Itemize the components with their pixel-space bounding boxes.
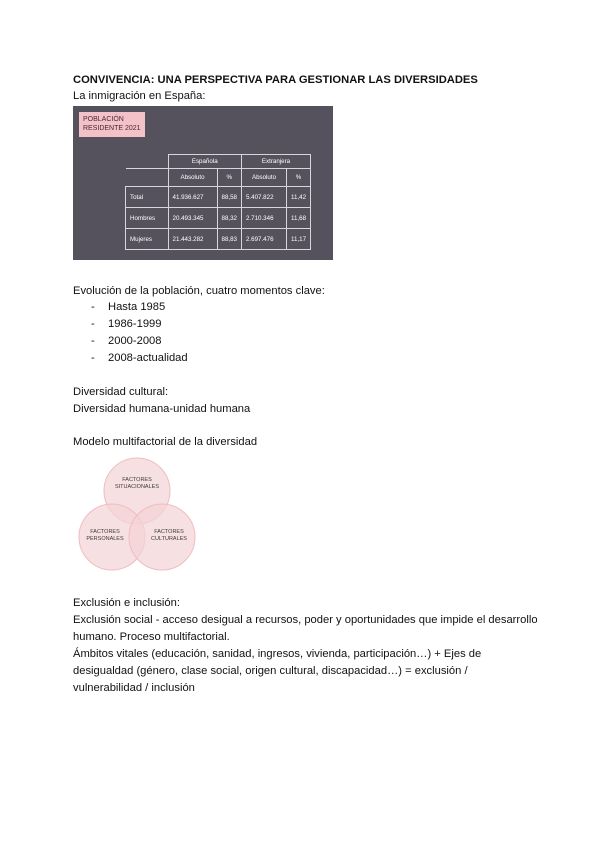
table-label-line1: POBLACIÓN <box>83 116 124 123</box>
venn-label-line: SITUACIONALES <box>114 484 159 490</box>
table-cell: 88,58 <box>217 187 241 208</box>
section-subtitle: La inmigración en España: <box>73 90 206 102</box>
venn-label-line: PERSONALES <box>86 536 124 542</box>
diversidad-text: Diversidad humana-unidad humana <box>73 403 251 415</box>
list-item-text: 2008-actualidad <box>108 352 188 364</box>
table-label <box>79 112 145 137</box>
table-cell: 5.407.822 <box>241 187 286 208</box>
table-row <box>126 229 311 250</box>
table-corner <box>126 155 169 169</box>
venn-label-line: FACTORES <box>122 477 152 483</box>
column-header: Absoluto <box>241 169 286 187</box>
table-corner <box>126 169 169 187</box>
exclusion-text: Exclusión social - acceso desigual a recursos, poder y oportunidades que impide el desarrollo <box>73 614 538 626</box>
evolucion-heading: Evolución de la población, cuatro momentos clave: <box>73 285 325 297</box>
venn-label-right <box>146 529 192 543</box>
list-dash: - <box>91 335 95 347</box>
table-row <box>126 187 311 208</box>
exclusion-heading: Exclusión e inclusión: <box>73 597 180 609</box>
venn-label-left <box>82 529 128 543</box>
venn-label-top <box>112 477 162 491</box>
list-dash: - <box>91 301 95 313</box>
table-cell: 2.710.346 <box>241 208 286 229</box>
table-cell: 88,32 <box>217 208 241 229</box>
table-cell: 11,42 <box>286 187 310 208</box>
list-dash: - <box>91 318 95 330</box>
table-cell: 11,68 <box>286 208 310 229</box>
modelo-heading: Modelo multifactorial de la diversidad <box>73 436 258 448</box>
table-label-line2: RESIDENTE 2021 <box>83 125 141 132</box>
table-cell: 41.936.627 <box>168 187 217 208</box>
column-header: Absoluto <box>168 169 217 187</box>
row-header: Hombres <box>126 208 169 229</box>
list-dash: - <box>91 352 95 364</box>
table-row <box>126 208 311 229</box>
list-item-text: Hasta 1985 <box>108 301 166 313</box>
row-header: Mujeres <box>126 229 169 250</box>
exclusion-text: vulnerabilidad / inclusión <box>73 682 195 694</box>
column-header: % <box>217 169 241 187</box>
exclusion-text: Ámbitos vitales (educación, sanidad, ingresos, vivienda, participación…) + Ejes de <box>73 648 482 660</box>
group-header: Extranjera <box>241 155 310 169</box>
venn-label-line: FACTORES <box>154 529 184 535</box>
table-cell: 21.443.282 <box>168 229 217 250</box>
table-cell: 20.493.345 <box>168 208 217 229</box>
venn-label-line: FACTORES <box>90 529 120 535</box>
table-cell: 2.697.476 <box>241 229 286 250</box>
table-cell: 88,83 <box>217 229 241 250</box>
list-item-text: 2000-2008 <box>108 335 162 347</box>
venn-svg <box>76 457 198 571</box>
document-title: CONVIVENCIA: UNA PERSPECTIVA PARA GESTIONAR LAS DIVERSIDADES <box>73 74 478 86</box>
population-table-image <box>73 106 333 260</box>
table-cell: 11,17 <box>286 229 310 250</box>
venn-label-line: CULTURALES <box>151 536 187 542</box>
group-header: Española <box>168 155 241 169</box>
diversidad-heading: Diversidad cultural: <box>73 386 169 398</box>
exclusion-text: desigualdad (género, clase social, origen cultural, discapacidad…) = exclusión / <box>73 665 468 677</box>
population-table <box>125 154 311 250</box>
column-header: % <box>286 169 310 187</box>
list-item-text: 1986-1999 <box>108 318 162 330</box>
venn-diagram <box>76 457 198 571</box>
exclusion-text: humano. Proceso multifactorial. <box>73 631 230 643</box>
row-header: Total <box>126 187 169 208</box>
